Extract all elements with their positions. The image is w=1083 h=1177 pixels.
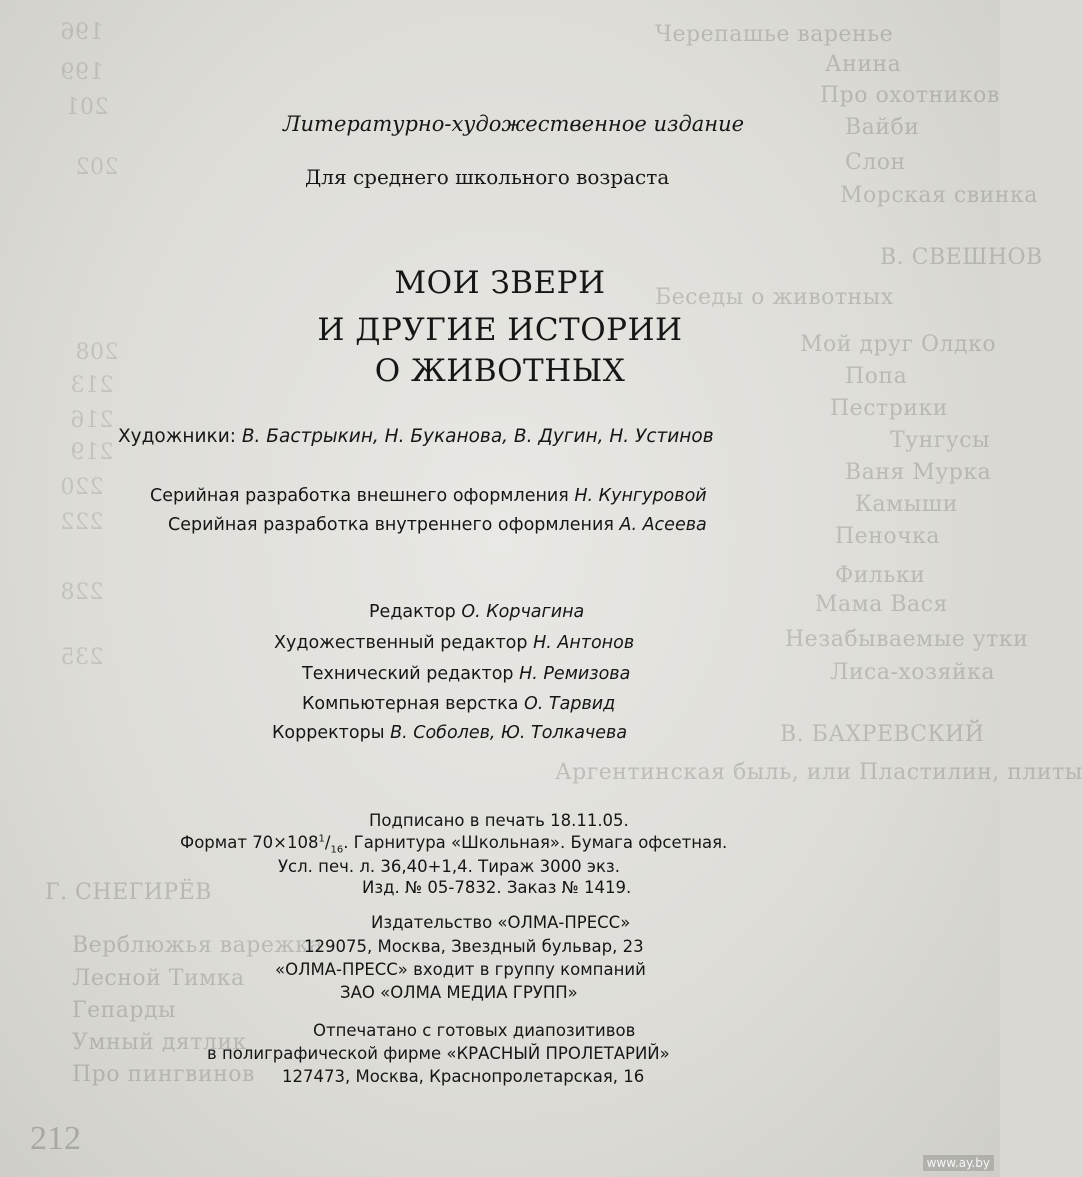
- show-through-line: Умный дятлик: [72, 1030, 247, 1055]
- show-through-number: 219: [70, 440, 114, 465]
- publisher-group: «ОЛМА-ПРЕСС» входит в группу компаний: [275, 960, 646, 979]
- show-through-number: 235: [60, 645, 104, 670]
- book-title-line-1: МОИ ЗВЕРИ: [394, 265, 606, 301]
- show-through-line: Анина: [825, 52, 902, 77]
- book-title-line-2: И ДРУГИЕ ИСТОРИИ: [317, 312, 683, 348]
- show-through-line: Мой друг Олдко: [800, 332, 997, 357]
- show-through-line: В. БАХРЕВСКИЙ: [780, 722, 985, 747]
- print-sheets: Усл. печ. л. 36,40+1,4. Тираж 3000 экз.: [278, 857, 620, 876]
- publisher-name: Издательство «ОЛМА-ПРЕСС»: [371, 913, 631, 932]
- show-through-number: 199: [60, 60, 104, 85]
- artists-credit: [118, 426, 714, 447]
- show-through-line: Фильки: [835, 563, 926, 588]
- series-design-internal: Серийная разработка внутреннего оформления А. Асеева: [168, 515, 707, 535]
- show-through-line: Попа: [845, 364, 908, 389]
- staff-technical-editor: Технический редактор Н. Ремизова: [302, 664, 631, 684]
- show-through-number: 222: [60, 510, 104, 535]
- show-through-line: В. СВЕШНОВ: [880, 245, 1043, 270]
- series-design-external: Серийная разработка внешнего оформления Н. Кунгуровой: [150, 486, 707, 506]
- show-through-line: Про охотников: [820, 83, 1000, 108]
- show-through-line: Вайби: [845, 115, 920, 140]
- show-through-line: Про пингвинов: [72, 1062, 255, 1087]
- printer-address: 127473, Москва, Краснопролетарская, 16: [282, 1067, 645, 1086]
- show-through-line: Лесной Тимка: [72, 966, 245, 991]
- show-through-number: 216: [70, 408, 114, 433]
- print-format: Формат $70\times 108^1/_{16}$. Гарнитура «Школьная». Бумага офсетная.: [180, 833, 728, 856]
- show-through-number: 228: [60, 580, 104, 605]
- show-through-line: Ваня Мурка: [845, 460, 992, 485]
- printer-name: в полиграфической фирме «КРАСНЫЙ ПРОЛЕТАРИЙ»: [207, 1044, 670, 1063]
- show-through-line: Слон: [845, 150, 906, 175]
- show-through-line: Беседы о животных: [655, 285, 894, 310]
- publisher-company: ЗАО «ОЛМА МЕДИА ГРУПП»: [340, 983, 578, 1002]
- staff-layout: Компьютерная верстка О. Тарвид: [302, 694, 616, 714]
- show-through-line: Верблюжья варежка: [72, 933, 323, 958]
- audience-note: Для среднего школьного возраста: [305, 165, 670, 189]
- show-through-line: Незабываемые утки: [785, 627, 1029, 652]
- show-through-line: Аргентинская быль, или Пластилин, плиты: [555, 760, 1083, 785]
- show-through-line: Мама Вася: [815, 592, 948, 617]
- show-through-number: 208: [75, 340, 119, 365]
- book-title-line-3: О ЖИВОТНЫХ: [374, 353, 626, 389]
- show-through-number: 196: [60, 20, 104, 45]
- show-through-line: Тунгусы: [890, 428, 991, 453]
- artists-names: В. Бастрыкин, Н. Буканова, В. Дугин, Н. Устинов: [241, 426, 714, 447]
- staff-editor: Редактор О. Корчагина: [369, 602, 585, 622]
- show-through-number: 213: [70, 373, 114, 398]
- show-through-number: 202: [75, 155, 119, 180]
- show-through-page-number: 212: [30, 1120, 81, 1157]
- show-through-number: 220: [60, 475, 104, 500]
- printer-note: Отпечатано с готовых диапозитивов: [313, 1021, 636, 1040]
- show-through-line: Черепашье варенье: [655, 22, 894, 47]
- show-through-line: Пестрики: [830, 396, 948, 421]
- show-through-line: Пеночка: [835, 524, 941, 549]
- print-order: Изд. № 05-7832. Заказ № 1419.: [362, 878, 632, 897]
- show-through-number: 201: [65, 95, 109, 120]
- artists-label: Художники:: [118, 426, 236, 447]
- watermark: www.ay.by: [923, 1155, 994, 1171]
- show-through-line: Лиса-хозяйка: [830, 660, 995, 685]
- show-through-line: Г. СНЕГИРЁВ: [45, 880, 212, 905]
- show-through-line: Камыши: [855, 492, 958, 517]
- staff-art-editor: Художественный редактор Н. Антонов: [274, 633, 635, 653]
- edition-type: Литературно-художественное издание: [283, 112, 745, 136]
- print-signed: Подписано в печать 18.11.05.: [369, 811, 629, 830]
- show-through-line: Гепарды: [72, 998, 177, 1023]
- show-through-line: Морская свинка: [840, 183, 1038, 208]
- publisher-address: 129075, Москва, Звездный бульвар, 23: [304, 937, 644, 956]
- staff-proofreaders: Корректоры В. Соболев, Ю. Толкачева: [272, 723, 628, 743]
